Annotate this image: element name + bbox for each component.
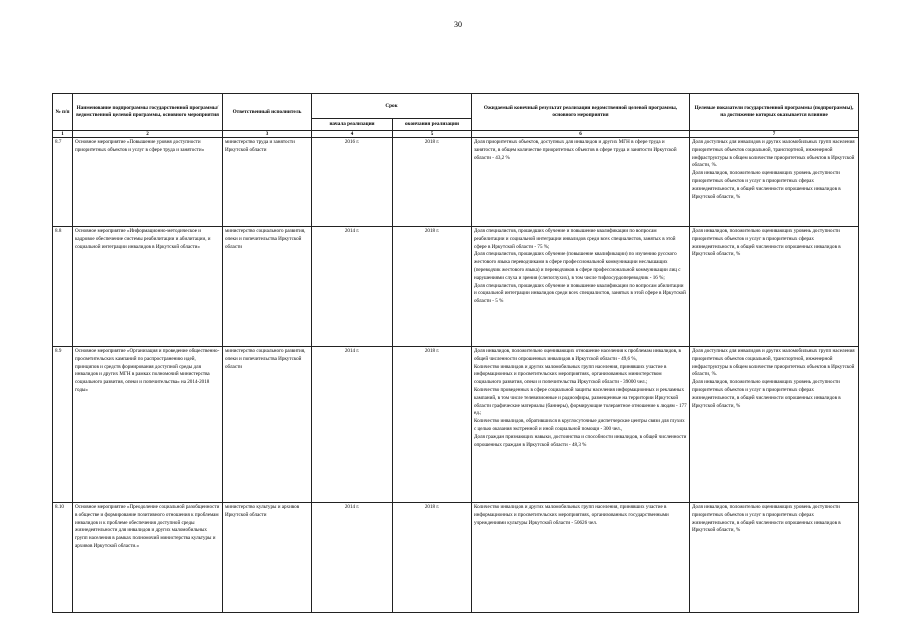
result-paragraph: Количество инвалидов и других маломобильных групп населения, принявших участие в информационных и просветительских мероприятиях, организованных министерством социального развития, опеки и попечительства Иркутской области - 39000 чел.; bbox=[474, 363, 667, 386]
end-date: 2018 г. bbox=[393, 347, 472, 503]
col-header-end: окончания реализации bbox=[393, 119, 472, 131]
column-number: 7 bbox=[690, 131, 859, 138]
start-date: 2014 г. bbox=[312, 503, 393, 613]
responsible-executor: министерство культуры и архивов Иркутской области bbox=[223, 503, 312, 613]
indicator-paragraph: Доля инвалидов, положительно оценивающих уровень доступности приоритетных объектов и услуг в приоритетных сферах жизнедеятельности, в общей численности опрошенных инвалидов в Иркутской области, % bbox=[692, 170, 841, 200]
result-paragraph: Доля специалистов, прошедших обучение (повышение квалификации) по изучению русского жестового языка переводчиками в сфере профессиональной коммуникации неслышащих (переводчик жестового языка) и переводчиков в сфере профессиональной коммуникации лиц с нарушениями слуха и зрения (слепоглухих), в том числе тифлосурдопереводчик - 16 %; bbox=[474, 251, 681, 281]
column-number: 2 bbox=[73, 131, 223, 138]
responsible-executor: министерство труда и занятости Иркутской области bbox=[223, 138, 312, 227]
expected-result bbox=[472, 138, 690, 227]
column-number: 6 bbox=[472, 131, 690, 138]
row-number: 8.7 bbox=[53, 138, 73, 227]
result-paragraph: Доля граждан признающих навыки, достоинства и способности инвалидов, в общей численности опрошенных граждан в Иркутской области - 48,3 % bbox=[474, 433, 687, 448]
start-date: 2014 г. bbox=[312, 227, 393, 347]
table-row bbox=[53, 227, 859, 347]
table-row bbox=[53, 138, 859, 227]
expected-result bbox=[472, 503, 690, 613]
table-row bbox=[53, 347, 859, 503]
target-indicators bbox=[690, 503, 859, 613]
result-paragraph: Количество проведенных в сфере социальной защиты населения информационных и рекламных кампаний, в том числе телевизионные и радиоэфиры, размещенные на территории Иркутской области графические материалы (баннеры), формирующие толерантное отношение к людям - 177 ед.; bbox=[474, 386, 687, 417]
target-indicators bbox=[690, 347, 859, 503]
col-header-term: Срок bbox=[312, 94, 472, 119]
result-paragraph: Доля специалистов, прошедших обучение и повышение квалификации по вопросам абилитации и социальной интеграции инвалидов среди всех специалистов, занятых в этой сфере в Иркутской области - 5 % bbox=[474, 282, 686, 305]
indicator-paragraph: Доля инвалидов, положительно оценивающих уровень доступности приоритетных объектов и услуг в приоритетных сферах жизнедеятельности, в общей численности опрошенных инвалидов в Иркутской области, % bbox=[692, 228, 841, 258]
column-numbers-row bbox=[53, 131, 859, 138]
col-header-number: № п/п bbox=[53, 94, 73, 131]
row-number: 8.8 bbox=[53, 227, 73, 347]
result-paragraph: Количество инвалидов и других маломобильных групп населения, принявших участие в информационных и просветительских мероприятиях, организованных государственными учреждениями культуры Иркутской области - 50626 чел. bbox=[474, 504, 669, 526]
result-paragraph: Количество инвалидов, обратившихся в круглосуточные диспетчерские центры связи для глухих с целью оказания экстренной и иной социальной помощи - 300 чел., bbox=[474, 418, 685, 432]
header-row bbox=[53, 94, 859, 119]
col-header-start: начала реализации bbox=[312, 119, 393, 131]
col-header-name: Наименование подпрограммы государственной программы/ведомственной целевой программы, основного мероприятия bbox=[73, 94, 223, 131]
end-date: 2018 г. bbox=[393, 138, 472, 227]
target-indicators bbox=[690, 138, 859, 227]
program-table bbox=[52, 93, 859, 613]
expected-result bbox=[472, 227, 690, 347]
responsible-executor: министерство социального развития, опеки и попечительства Иркутской области bbox=[223, 227, 312, 347]
table-row bbox=[53, 503, 859, 613]
col-header-responsible: Ответственный исполнитель bbox=[223, 94, 312, 131]
start-date: 2016 г. bbox=[312, 138, 393, 227]
indicator-paragraph: Доля инвалидов, положительно оценивающих уровень доступности приоритетных объектов и услуг в приоритетных сферах жизнедеятельности, в общей численности опрошенных инвалидов в Иркутской области, % bbox=[692, 379, 841, 409]
measure-name: Основное мероприятие «Преодоление социальной разобщенности в обществе и формирование позитивного отношения к проблемам инвалидов и к проблеме обеспечения доступной среды жизнедеятельности для инвалидов и других маломобильных групп населения в рамках полномочий министерства культуры и архивов Иркутской области.» bbox=[73, 503, 223, 613]
result-paragraph: Доля инвалидов, положительно оценивающих отношение населения к проблемам инвалидов, в общей численности опрошенных инвалидов в Иркутской области - 49,6 %, bbox=[474, 348, 681, 362]
row-number: 8.9 bbox=[53, 347, 73, 503]
responsible-executor: министерство социального развития, опеки и попечительства Иркутской области bbox=[223, 347, 312, 503]
measure-name: Основное мероприятие «Повышение уровня доступности приоритетных объектов и услуг в сфере труда и занятости» bbox=[73, 138, 223, 227]
col-header-result: Ожидаемый конечный результат реализации ведомственной целевой программы, основного мероприятия bbox=[472, 94, 690, 131]
measure-name: Основное мероприятие «Информационно-методическое и кадровое обеспечение системы реабилитации и абилитации, и социальной интеграции инвалидов в Иркутской области» bbox=[73, 227, 223, 347]
indicator-paragraph: Доля инвалидов, положительно оценивающих уровень доступности приоритетных объектов и услуг в приоритетных сферах жизнедеятельности, в общей численности опрошенных инвалидов в Иркутской области, % bbox=[692, 504, 841, 534]
end-date: 2018 г. bbox=[393, 503, 472, 613]
column-number: 4 bbox=[312, 131, 393, 138]
column-number: 1 bbox=[53, 131, 73, 138]
result-paragraph: Доля приоритетных объектов, доступных для инвалидов и других МГН в сфере труда и занятости, в общем количестве приоритетных объектов в сфере труда и занятости Иркутской области - 43,2 % bbox=[474, 139, 677, 161]
column-number: 3 bbox=[223, 131, 312, 138]
start-date: 2014 г. bbox=[312, 347, 393, 503]
measure-name: Основное мероприятие «Организация и проведение общественно-просветительских кампаний по распространению идей, принципов и средств формирования доступной среды для инвалидов и других МГН в рамках полномочий министерства социального развития, опеки и попечительства» на 2014-2018 годы» bbox=[73, 347, 223, 503]
indicator-paragraph: Доля доступных для инвалидов и других маломобильных групп населения приоритетных объектов социальной, транспортной, инженерной инфраструктуры в общем количестве приоритетных объектов в Иркутской области, %. bbox=[692, 139, 855, 169]
column-number: 5 bbox=[393, 131, 472, 138]
target-indicators bbox=[690, 227, 859, 347]
result-paragraph: Доля специалистов, прошедших обучение и повышение квалификации по вопросам реабилитации и социальной интеграции инвалидов среди всех специалистов, занятых в этой сфере в Иркутской области - 75 %; bbox=[474, 228, 676, 250]
page-number: 30 bbox=[454, 20, 462, 29]
indicator-paragraph: Доля доступных для инвалидов и других маломобильных групп населения приоритетных объектов социальной, транспортной, инженерной инфраструктуры в общем количестве приоритетных объектов в Иркутской области, %. bbox=[692, 348, 855, 378]
row-number: 8.10 bbox=[53, 503, 73, 613]
col-header-indicators: Целевые показатели государственной программы (подпрограммы), на достижение которых оказывается влияние bbox=[690, 94, 859, 131]
expected-result bbox=[472, 347, 690, 503]
end-date: 2018 г. bbox=[393, 227, 472, 347]
